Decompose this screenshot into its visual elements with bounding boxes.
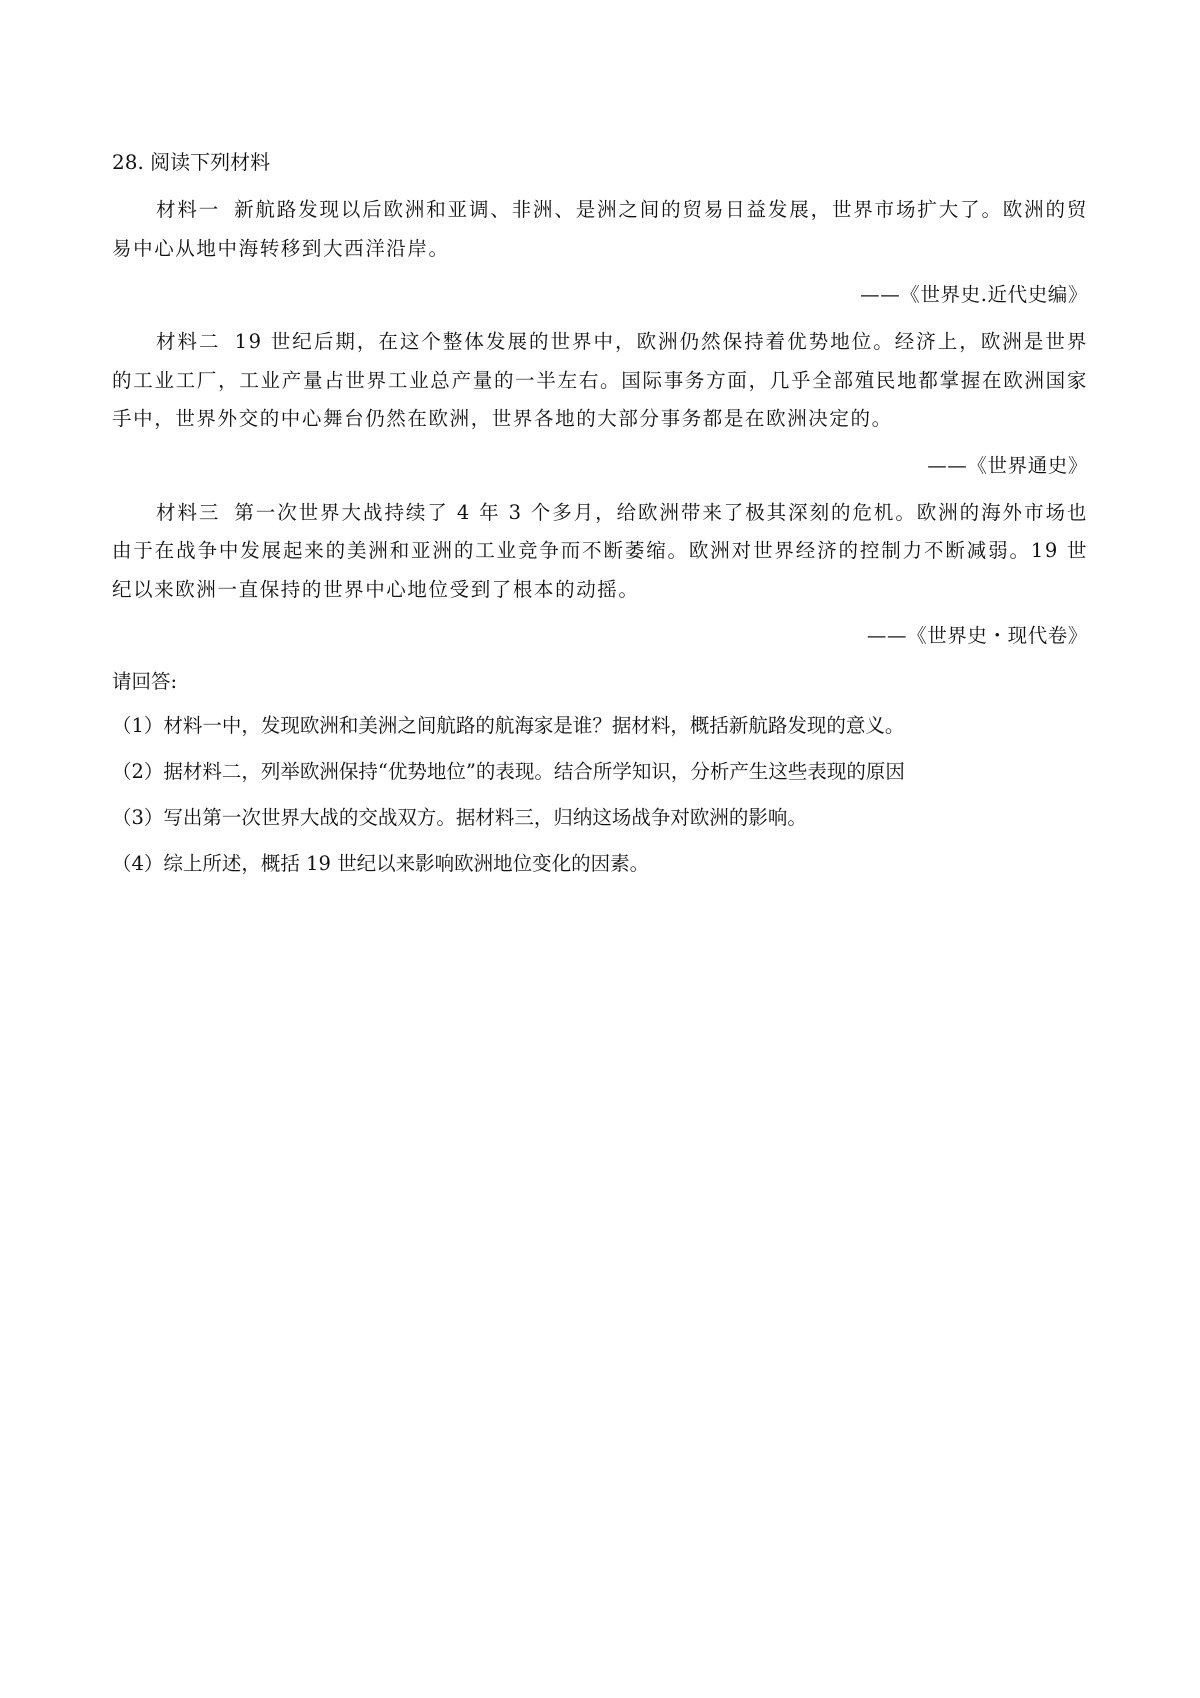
material-2 bbox=[112, 323, 1088, 485]
question-block bbox=[112, 148, 1088, 893]
material-1-label: 材料一 bbox=[156, 198, 221, 221]
material-1-source: ——《世界史.近代史编》 bbox=[860, 283, 1088, 306]
material-2-text bbox=[112, 323, 1088, 439]
question-title: 28. 阅读下列材料 bbox=[112, 150, 271, 174]
material-3 bbox=[112, 494, 1088, 656]
material-3-label: 材料三 bbox=[156, 500, 221, 524]
material-3-text bbox=[112, 494, 1088, 610]
sub-question-2: （2）据材料二，列举欧洲保持“优势地位”的表现。结合所学知识，分析产生这些表现的原因 bbox=[112, 760, 905, 783]
material-3-source: ——《世界史・现代卷》 bbox=[866, 624, 1088, 647]
sub-question-3: （3）写出第一次世界大战的交战双方。据材料三，归纳这场战争对欧洲的影响。 bbox=[112, 806, 807, 829]
material-2-source: ——《世界通史》 bbox=[927, 453, 1088, 477]
sub-questions-list bbox=[112, 709, 1088, 881]
sub-question-4: （4）综上所述，概括 19 世纪以来影响欧洲地位变化的因素。 bbox=[112, 852, 650, 875]
sub-question-1: （1）材料一中，发现欧洲和美洲之间航路的航海家是谁？据材料，概括新航路发现的意义。 bbox=[112, 714, 905, 737]
material-1-text bbox=[112, 191, 1088, 268]
material-1 bbox=[112, 191, 1088, 314]
material-1-body: 新航路发现以后欧洲和亚调、非洲、是洲之间的贸易日益发展，世界市场扩大了。欧洲的贸易中心从地中海转移到大西洋沿岸。 bbox=[112, 198, 1088, 260]
material-2-label: 材料二 bbox=[156, 330, 221, 353]
material-2-body: 19 世纪后期，在这个整体发展的世界中，欧洲仍然保持着优势地位。经济上，欧洲是世界的工业工厂，工业产量占世界工业总产量的一半左右。国际事务方面，几乎全部殖民地都掌握在欧洲国家手中，世界外交的中心舞台仍然在欧洲，世界各地的大部分事务都是在欧洲决定的。 bbox=[112, 330, 1088, 430]
answer-prompt: 请回答: bbox=[112, 670, 178, 693]
material-3-body: 第一次世界大战持续了 4 年 3 个多月，给欧洲带来了极其深刻的危机。欧洲的海外市场也由于在战争中发展起来的美洲和亚洲的工业竞争而不断萎缩。欧洲对世界经济的控制力不断减弱。19 世纪以来欧洲一直保持的世界中心地位受到了根本的动摇。 bbox=[112, 500, 1088, 601]
